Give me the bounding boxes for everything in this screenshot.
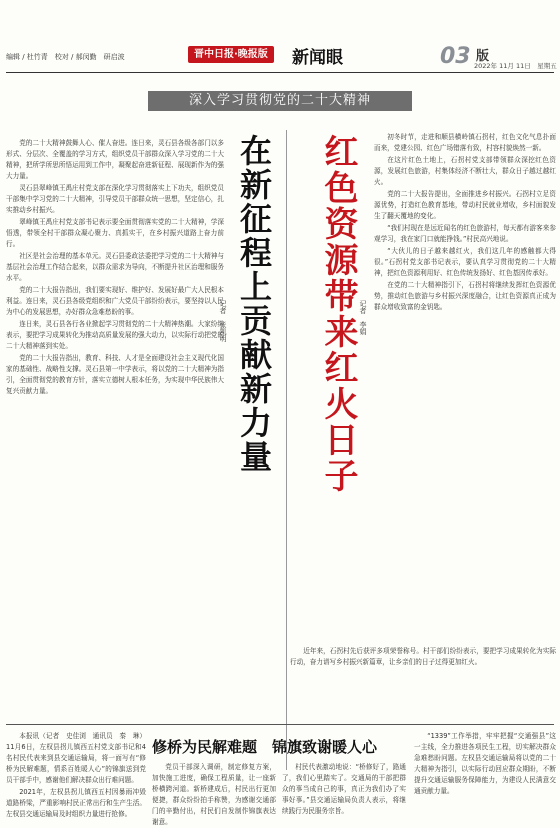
article2-title: 红色资源带来红火日子 xyxy=(318,134,358,494)
bottom-section-rule xyxy=(6,724,554,725)
bottom-article-title: 修桥为民解难题 锦旗致谢暖人心 xyxy=(152,738,378,756)
article2-paragraph: 党的二十大报告提出，全面推进乡村振兴。石拐村立足资源优势，打造红色教育基地，带动村民就业增收，乡村面貌发生了翻天覆地的变化。 xyxy=(374,190,556,220)
bottom-lead-paragraph: 本报讯（记者 史佳浏 通讯员 秦 琳）11月6日，左权县拐儿镇西五村党支部书记和4名村民代表来到县交通运输局，将一面写有“修桥为民解难题，情系百姓暖人心”的锦旗送到党员干部手中，感谢他们解决群众出行难问题。 xyxy=(6,732,146,784)
article1-byline: 记者 张凯明 xyxy=(219,300,227,342)
bottom-article-lead xyxy=(6,731,146,818)
article1-paragraph: 社区是社会治理的基本单元。灵石县委政法委把学习党的二十大精神与基层社会治理工作结合起来，以群众需求为导向，不断提升社区治理和服务水平。 xyxy=(6,252,224,282)
article1-paragraph: 翠峰镇王禹庄村党支部书记表示要全面贯彻落实党的二十大精神，学深悟透，带领全村干部群众凝心聚力、真抓实干，在乡村振兴道路上奋力前行。 xyxy=(6,218,224,248)
article2-body xyxy=(374,132,556,638)
editors-line: 编辑 / 杜竹青 校对 / 郝闵勤 研启波 xyxy=(6,53,125,61)
article1-paragraph: 党的二十大精神鼓舞人心、催人奋进。连日来，灵石县各级各部门以多形式、分层次、全覆盖的学习方式，组织党员干部群众深入学习党的二十大精神，把所学所思所悟运用到工作中，凝聚起奋进新征程、展现新作为的强大力量。 xyxy=(6,139,224,180)
section-title: 新闻眼 xyxy=(292,48,343,68)
bottom-paragraph: 村民代表激动地说：“桥修好了，路通了，我们心里踏实了。交通局的干部把群众的事当成自己的事，真正为我们办了实事好事。”县交通运输局负责人表示，将继续践行为民服务宗旨。 xyxy=(282,763,406,815)
article2-body-continued xyxy=(290,646,556,712)
bottom-paragraph: “1339”工作举措，牢牢把握“交通强县”这一主线，全力推进各项民生工程，切实解决群众急难愁盼问题。左权县交通运输局将以党的二十大精神为指引，以实际行动回应群众期盼，不断提升交通运输服务保障能力，为建设人民满意交通贡献力量。 xyxy=(414,732,556,795)
article2-paragraph: “我们村现在是远近闻名的红色旅游村，每天都有游客来参观学习，我在家门口就能挣钱。”村民高兴地说。 xyxy=(374,224,556,243)
article2-paragraph: 初冬时节，走进和顺县横岭镇石拐村，红色文化气息扑面而来，党建公园、红色广场错落有致，村容村貌焕然一新。 xyxy=(374,133,556,152)
page-unit: 版 xyxy=(476,49,490,64)
header-rule xyxy=(6,72,554,73)
date-line: 2022年 11月 11日 星期五 xyxy=(474,62,557,70)
bottom-article-col4 xyxy=(414,731,556,813)
article2-byline: 记者 李娟 xyxy=(359,300,367,335)
bottom-paragraph: 党员干部深入调研，制定修复方案，加快施工进度，确保工程质量，让一座新桥横跨河道。新桥建成后，村民出行更加便捷，群众纷纷拍手称赞，为感谢交通部门的辛勤付出，村民们自发制作锦旗表达谢意。 xyxy=(152,763,276,826)
bottom-article-col2 xyxy=(152,762,276,826)
newspaper-logo: 晋中日报·晚报版 xyxy=(188,46,274,63)
article1-paragraph: 党的二十大报告指出，教育、科技、人才是全面建设社会主义现代化国家的基础性、战略性支撑。灵石县第一中学表示，将以党的二十大精神为指引，全面贯彻党的教育方针，落实立德树人根本任务，为实现中华民族伟大复兴贡献力量。 xyxy=(6,354,224,395)
article2-paragraph: 在这片红色土地上，石拐村党支部带领群众深挖红色资源，发展红色旅游，村集体经济不断壮大，群众日子越过越红火。 xyxy=(374,156,556,186)
article2-paragraph: 近年来，石拐村先后获评多项荣誉称号。村干部们纷纷表示，要把学习成果转化为实际行动，奋力谱写乡村振兴新篇章，让乡亲们的日子过得更加红火。 xyxy=(290,647,556,666)
article1-paragraph: 党的二十大报告指出，我们要实现好、维护好、发展好最广大人民根本利益。连日来，灵石县各级党组织和广大党员干部纷纷表示，要坚持以人民为中心的发展思想，办好群众急难愁盼的事。 xyxy=(6,286,224,316)
column-divider xyxy=(286,130,287,770)
article1-body xyxy=(6,138,224,778)
article1-paragraph: 连日来，灵石县各行各业掀起学习贯彻党的二十大精神热潮。大家纷纷表示，要把学习成果转化为推动高质量发展的强大动力，以实际行动把党的二十大精神落到实处。 xyxy=(6,320,224,350)
page-number: 03 xyxy=(440,44,471,69)
topic-banner: 深入学习贯彻党的二十大精神 xyxy=(148,91,412,111)
article2-paragraph: “大伙儿的日子越来越红火，我们这几年的感触都大得很。”石拐村党支部书记表示，要认真学习贯彻党的二十大精神，把红色资源利用好、红色传统发扬好、红色基因传承好。 xyxy=(374,247,556,277)
article1-paragraph: 灵石县翠峰镇王禹庄村党支部在深化学习贯彻落实上下功夫，组织党员干部集中学习党的二十大精神，引导党员干部群众统一思想，坚定信心，扎实推动乡村振兴。 xyxy=(6,184,224,214)
bottom-lead-paragraph: 2021年，左权县拐儿镇西五村因暴雨冲毁道路桥梁，严重影响村民正常出行和生产生活。左权县交通运输局及时组织力量进行抢修。 xyxy=(6,788,146,818)
article1-title: 在新征程上贡献新力量 xyxy=(235,134,273,474)
bottom-article-col3 xyxy=(282,762,406,814)
article2-paragraph: 在党的二十大精神指引下，石拐村将继续发挥红色资源优势，推动红色旅游与乡村振兴深度融合，让红色资源真正成为群众增收致富的金钥匙。 xyxy=(374,281,556,311)
